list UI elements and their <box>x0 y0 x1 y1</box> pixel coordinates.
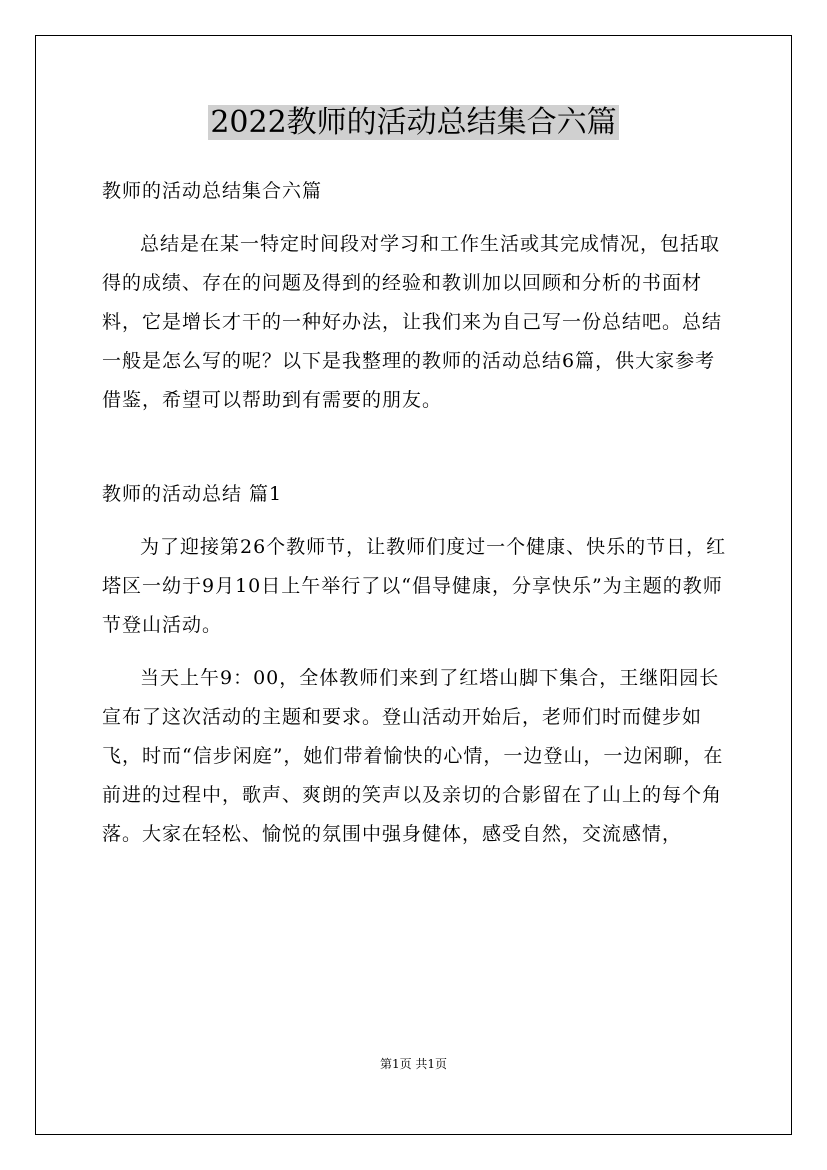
document-title <box>0 100 827 146</box>
document-subtitle: 教师的活动总结集合六篇 <box>102 180 323 202</box>
body-paragraph-2: 当天上午9：00，全体教师们来到了红塔山脚下集合，王继阳园长宣布了这次活动的主题和要求。登山活动开始后，老师们时而健步如飞，时而“信步闲庭”，她们带着愉快的心情，一边登山，一边闲聊，在前进的过程中，歌声、爽朗的笑声以及亲切的合影留在了山上的每个角落。大家在轻松、愉悦的氛围中强身健体，感受自然，交流感情， <box>102 667 724 845</box>
intro-paragraph: 总结是在某一特定时间段对学习和工作生活或其完成情况，包括取得的成绩、存在的问题及得到的经验和教训加以回顾和分析的书面材料，它是增长才干的一种好办法，让我们来为自己写一份总结吧。总结一般是怎么写的呢？以下是我整理的教师的活动总结6篇，供大家参考借鉴，希望可以帮助到有需要的朋友。 <box>102 233 723 411</box>
document-title-text: 2022教师的活动总结集合六篇 <box>210 105 617 140</box>
document-body <box>102 172 728 854</box>
section-heading: 教师的活动总结 篇1 <box>102 483 283 505</box>
body-paragraph-1: 为了迎接第26个教师节，让教师们度过一个健康、快乐的节日，红塔区一幼于9月10日上午举行了以“倡导健康，分享快乐”为主题的教师节登山活动。 <box>102 536 727 636</box>
section-spacer <box>102 420 728 475</box>
page-footer: 第1页 共1页 <box>379 1057 448 1071</box>
